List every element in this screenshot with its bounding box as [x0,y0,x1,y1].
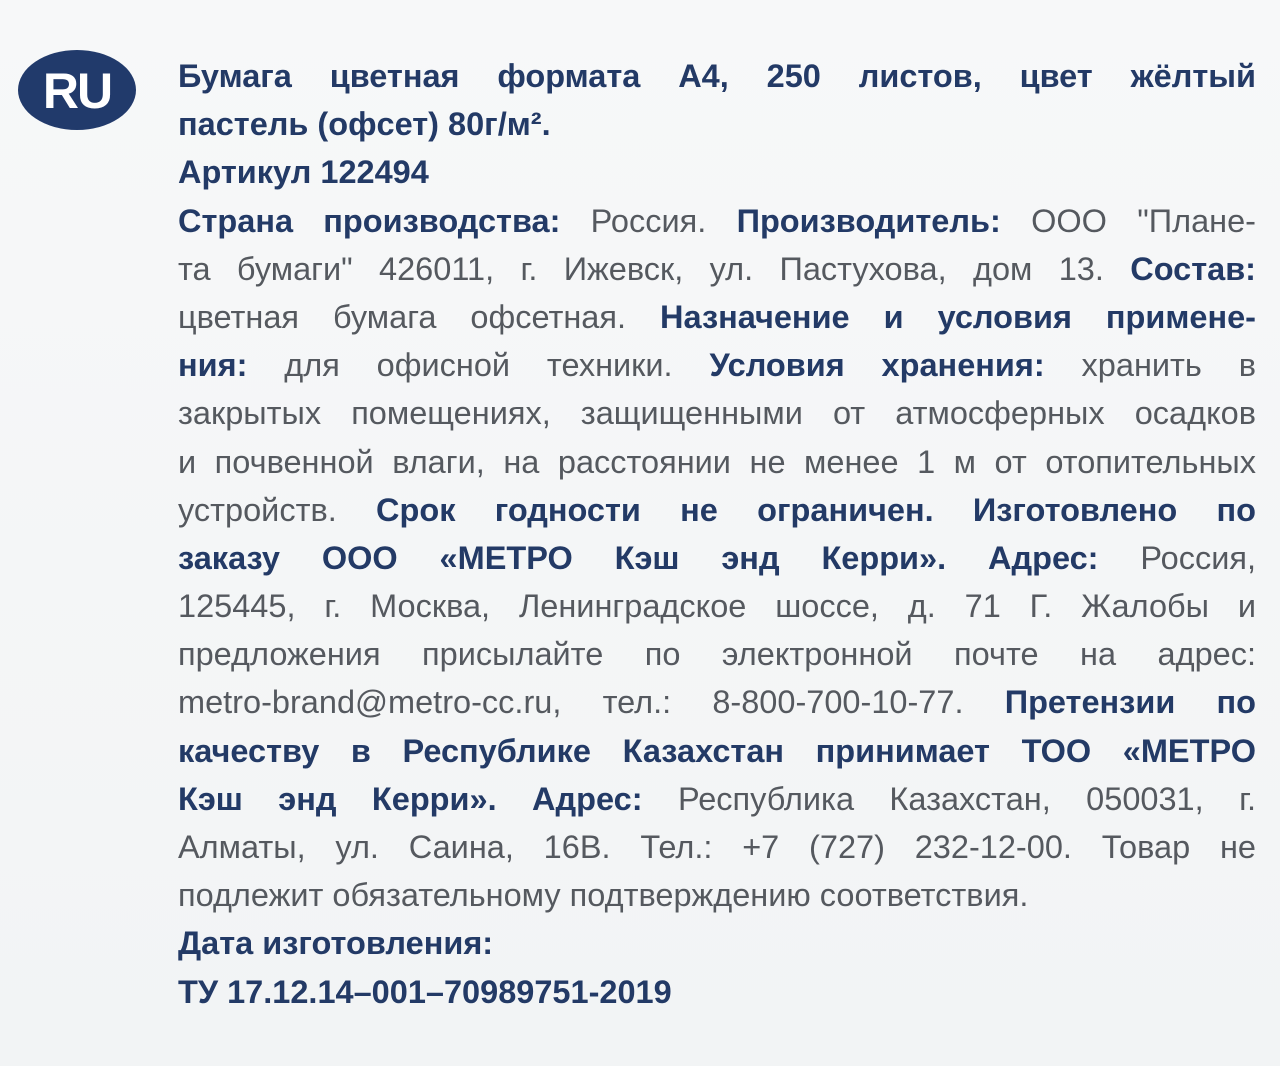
regular-text: и почвенной влаги, на расстоянии не менее 1 м от отопительных [178,443,1256,480]
regular-text: для офисной техники. [247,347,710,384]
bold-text: Артикул 122494 [178,154,429,191]
bold-text: качеству в Республике Казахстан принимает ТОО «МЕТРО [178,732,1256,769]
bold-text: Условия хранения: [709,347,1045,384]
bold-text: Назначение и условия примене- [660,298,1256,335]
regular-text: закрытых помещениях, защищенными от атмосферных осадков [178,395,1256,432]
bold-text: Претензии по [1004,684,1256,721]
regular-text: Республика Казахстан, 050031, г. [642,780,1256,817]
regular-text: Россия. [560,202,737,239]
regular-text: Россия, [1098,539,1256,576]
bold-text: ния: [178,347,248,384]
regular-text: ООО "Плане- [1000,202,1256,239]
bold-text: Кэш энд Керри». Адрес: [178,780,643,817]
language-badge-label: RU [42,63,112,119]
label-line [178,438,1256,486]
bold-text: Дата изготовления: [178,925,494,962]
label-line [178,148,1256,196]
regular-text: подлежит обязательному подтверждению соответствия. [178,877,1029,914]
label-line [178,100,1256,148]
label-line [178,678,1256,726]
label-line [178,245,1256,293]
label-line [178,630,1256,678]
regular-text: хранить в [1044,347,1256,384]
label-line [178,968,1256,1016]
label-text-block [178,52,1256,1016]
bold-text: ТУ 17.12.14–001–70989751-2019 [178,973,672,1010]
label-line [178,389,1256,437]
language-badge [18,50,136,130]
label-line [178,486,1256,534]
label-line [178,727,1256,775]
label-line [178,871,1256,919]
label-line [178,293,1256,341]
regular-text: цветная бумага офсетная. [178,298,660,335]
regular-text: устройств. [178,491,377,528]
label-line [178,582,1256,630]
bold-text: заказу ООО «МЕТРО Кэш энд Керри». Адрес: [178,539,1099,576]
bold-text: Состав: [1130,250,1256,287]
regular-text: Алматы, ул. Саина, 16В. Тел.: +7 (727) 232-12-00. Товар не [178,829,1256,865]
regular-text: та бумаги" 426011, г. Ижевск, ул. Пастухова, дом 13. [178,250,1131,287]
bold-text: Срок годности не ограничен. Изготовлено по [376,491,1256,528]
label-line [178,775,1256,823]
bold-text: пастель (офсет) 80г/м². [178,106,551,143]
bold-text: Страна производства: [178,202,561,239]
regular-text: 125445, г. Москва, Ленинградское шоссе, д. 71 Г. Жалобы и [178,588,1256,625]
regular-text: metro-brand@metro-cc.ru, тел.: 8-800-700-10-77. [178,684,1005,721]
label-line [178,341,1256,389]
label-line [178,534,1256,582]
regular-text: предложения присылайте по электронной почте на адрес: [178,636,1256,673]
label-line [178,52,1256,100]
bold-text: Бумага цветная формата А4, 250 листов, цвет жёлтый [178,58,1256,94]
label-line [178,197,1256,245]
bold-text: Производитель: [736,202,1001,239]
label-line [178,823,1256,871]
label-line [178,919,1256,967]
